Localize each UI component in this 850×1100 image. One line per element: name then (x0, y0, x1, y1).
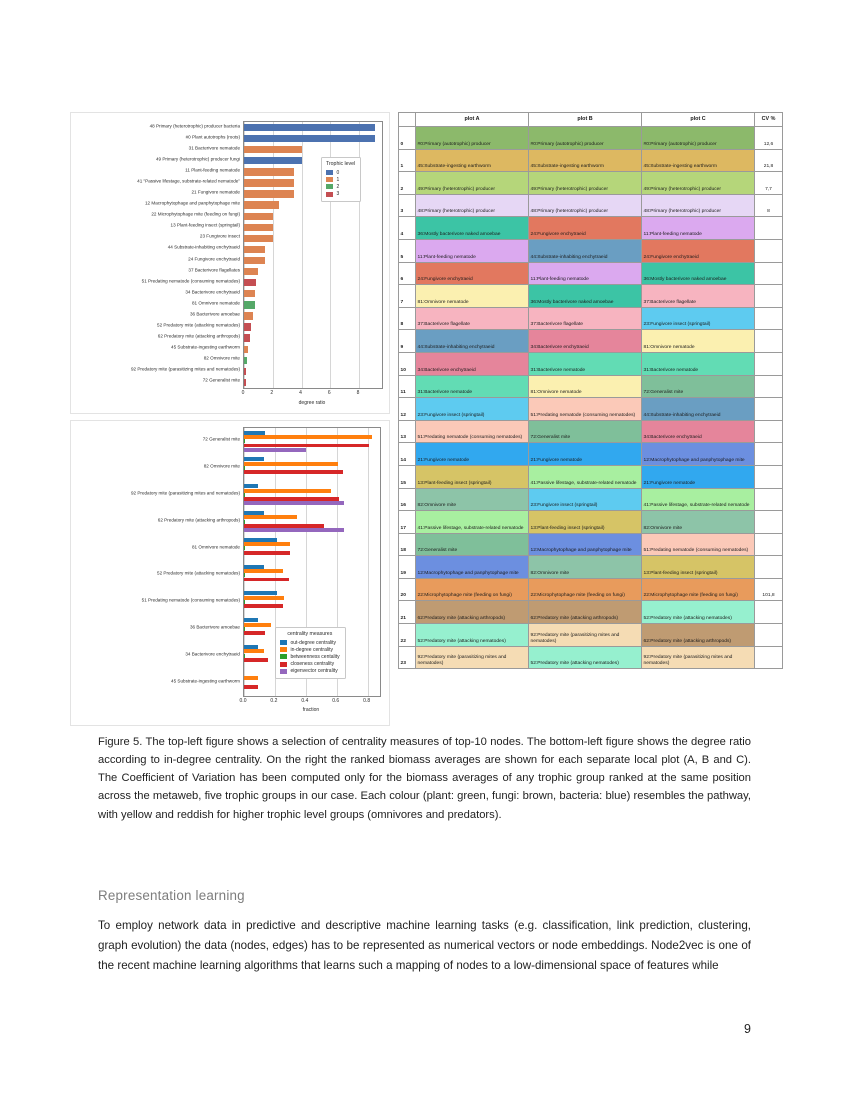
legend-swatch-icon (280, 647, 287, 652)
row-rank: 8 (399, 307, 416, 330)
bar (244, 578, 289, 582)
table-row (399, 601, 783, 624)
cell-plot-c: 31:Bacterivore nematode (642, 352, 755, 375)
y-category-label: 37 Bacterivore flagellates (188, 267, 240, 273)
cell-cv (755, 398, 783, 421)
y-category-label: 92 Predatory mite (parasitizing mites and nematodes) (130, 490, 240, 496)
cell-plot-b: 48:Primary (heterotrophic) producer (529, 194, 642, 217)
trophic-level-legend (321, 157, 361, 202)
legend-swatch-icon (280, 640, 287, 645)
centrality-measures-chart (70, 420, 390, 726)
cell-plot-c: 21:Fungivore nematode (642, 465, 755, 488)
col-header-plot-c: plot C (642, 113, 755, 127)
bar (244, 157, 302, 164)
x-axis-title: degree ratio (298, 400, 326, 406)
legend-title: Trophic level (325, 161, 356, 167)
table-row (399, 149, 783, 172)
table-row (399, 285, 783, 308)
table-row (399, 646, 783, 669)
bar (244, 301, 255, 308)
row-rank: 14 (399, 443, 416, 466)
table-row (399, 127, 783, 150)
cell-plot-b: 72:Generalist mite (529, 420, 642, 443)
bar (244, 213, 273, 220)
cell-plot-c: 82:Omnivore mite (642, 511, 755, 534)
y-category-label: 21 Fungivore nematode (191, 189, 240, 195)
x-tick-label: 0.2 (270, 698, 278, 704)
bar (244, 489, 331, 493)
table-row (399, 511, 783, 534)
cell-plot-b: 51:Predating nematode (consuming nematodes) (529, 398, 642, 421)
cell-cv (755, 330, 783, 353)
row-rank: 13 (399, 420, 416, 443)
table-row (399, 624, 783, 647)
table-row (399, 375, 783, 398)
cell-plot-c: 12:Macrophytophage and panphytophage mite (642, 443, 755, 466)
x-gridline (368, 428, 369, 696)
legend-swatch-icon (326, 170, 333, 175)
table-header-row (399, 113, 783, 127)
y-category-label: 92 Predatory mite (parasitizing mites and nematodes) (130, 367, 240, 373)
table-row (399, 352, 783, 375)
cell-cv: 12,6 (755, 127, 783, 150)
cell-plot-a: 11:Plant-feeding nematode (416, 239, 529, 262)
cell-cv (755, 352, 783, 375)
legend-label: 2 (336, 183, 340, 190)
y-category-label: 72 Generalist mite (202, 437, 240, 443)
cell-plot-a: 24:Fungivore enchytraeid (416, 262, 529, 285)
legend-label: closeness centrality (290, 661, 335, 668)
cell-plot-a: 72:Generalist mite (416, 533, 529, 556)
cell-plot-a: 41:Passive lifestage, substrate-related nematode (416, 511, 529, 534)
bar (244, 658, 268, 662)
degree-ratio-plot-area (243, 121, 383, 389)
bar (244, 551, 290, 555)
cell-cv (755, 239, 783, 262)
cell-cv (755, 465, 783, 488)
page-number: 9 (744, 1022, 751, 1036)
row-rank: 5 (399, 239, 416, 262)
y-category-label: 36 Bacterivore amoebae (189, 624, 240, 630)
cell-plot-c: 24:Fungivore enchytraeid (642, 239, 755, 262)
row-rank: 10 (399, 352, 416, 375)
row-rank: 17 (399, 511, 416, 534)
cell-plot-a: 21:Fungivore nematode (416, 443, 529, 466)
cell-plot-a: 51:Predating nematode (consuming nematodes) (416, 420, 529, 443)
legend-swatch-icon (280, 654, 287, 659)
cell-cv (755, 217, 783, 240)
cell-plot-b: 13:Plant-feeding insect (springtail) (529, 511, 642, 534)
row-rank: 16 (399, 488, 416, 511)
legend-item (326, 184, 355, 190)
legend-item (326, 177, 355, 183)
legend-label: 0 (336, 169, 340, 176)
cell-plot-c: 52:Predatory mite (attacking nematodes) (642, 601, 755, 624)
bar (244, 470, 343, 474)
row-rank: 3 (399, 194, 416, 217)
col-header-plot-a: plot A (416, 113, 529, 127)
cell-plot-b: 62:Predatory mite (attacking arthropods) (529, 601, 642, 624)
cell-plot-a: 12:Macrophytophage and panphytophage mite (416, 556, 529, 579)
y-category-label: #0 Plant autotrophs (roots) (185, 134, 240, 140)
cell-plot-c: 62:Predatory mite (attacking arthropods) (642, 624, 755, 647)
bar (244, 279, 256, 286)
legend-label: out-degree centrality (290, 639, 337, 646)
bar (244, 631, 265, 635)
table-row (399, 420, 783, 443)
table-row (399, 533, 783, 556)
y-category-label: 23 Fungivore insect (199, 234, 240, 240)
cell-plot-a: 31:Bacterivore nematode (416, 375, 529, 398)
row-rank: 21 (399, 601, 416, 624)
ranked-biomass-table (398, 112, 783, 669)
cell-plot-b: 24:Fungivore enchytraeid (529, 217, 642, 240)
table-row (399, 194, 783, 217)
y-category-label: 52 Predatory mite (attacking nematodes) (157, 322, 240, 328)
cell-plot-a: 23:Fungivore insect (springtail) (416, 398, 529, 421)
legend-title: centrality measures (287, 631, 333, 637)
cell-plot-c: 45:Substrate-ingesting earthworm (642, 149, 755, 172)
legend-swatch-icon (280, 662, 287, 667)
section-heading: Representation learning (98, 888, 245, 903)
row-rank: 15 (399, 465, 416, 488)
y-category-label: 22 Microphytophage mite (feeding on fungi) (151, 211, 240, 217)
cell-plot-a: #0:Primary (autotrophic) producer (416, 127, 529, 150)
row-rank: 7 (399, 285, 416, 308)
bar (244, 623, 271, 627)
bar (244, 334, 250, 341)
bar (244, 596, 284, 600)
cell-plot-b: 34:Bacterivore enchytraeid (529, 330, 642, 353)
body-paragraph: To employ network data in predictive and descriptive machine learning tasks (e.g. classification, link prediction, clustering, graph evolution) the data (nodes, edges) has to be represented as numerical vectors or node embeddings. Node2vec is one of the recent machine learning algorithms that learns such a mapping of nodes to a low-dimensional space of features while (98, 919, 751, 973)
row-rank: 12 (399, 398, 416, 421)
x-tick-label: 4 (299, 390, 302, 396)
y-category-label: 24 Fungivore enchytraeid (188, 256, 240, 262)
bar (244, 685, 258, 689)
table-row (399, 262, 783, 285)
x-axis-title: fraction (302, 707, 320, 713)
legend-swatch-icon (326, 184, 333, 189)
bar (244, 257, 265, 264)
cell-cv (755, 420, 783, 443)
cell-plot-a: 36:Mostly bacterivore naked amoebae (416, 217, 529, 240)
x-tick-label: 0 (241, 390, 245, 396)
cell-plot-a: 45:Substrate-ingesting earthworm (416, 149, 529, 172)
y-category-label: 45 Substrate-ingesting earthworm (171, 678, 240, 684)
legend-item (326, 170, 355, 176)
cell-plot-b: 81:Omnivore nematode (529, 375, 642, 398)
cell-cv: 8 (755, 194, 783, 217)
legend-swatch-icon (326, 192, 333, 197)
x-tick-label: 0.0 (239, 698, 247, 704)
y-category-label: 82 Omnivore mite (203, 463, 240, 469)
legend-item (280, 654, 340, 660)
cell-plot-a: 34:Bacterivore enchytraeid (416, 352, 529, 375)
bar (244, 515, 297, 519)
bar (244, 448, 306, 452)
bar (244, 542, 290, 546)
cell-plot-c: 22:Microphytophage mite (feeding on fungi) (642, 578, 755, 601)
y-category-label: 34 Bacterivore enchytraeid (185, 289, 240, 295)
cell-plot-c: 44:Substrate-inhabiting enchytraeid (642, 398, 755, 421)
bar (244, 379, 246, 386)
bar (244, 168, 294, 175)
cell-plot-c: 81:Omnivore nematode (642, 330, 755, 353)
cell-plot-c: 41:Passive lifestage, substrate-related nematode (642, 488, 755, 511)
cell-cv: 101,8 (755, 578, 783, 601)
bar (244, 649, 264, 653)
bar (244, 124, 375, 131)
legend-label: 1 (336, 176, 340, 183)
y-category-label: 48 Primary (heterotrophic) producer bacteria (149, 123, 240, 129)
x-tick-label: 0.6 (332, 698, 340, 704)
cell-plot-c: 23:Fungivore insect (springtail) (642, 307, 755, 330)
row-rank: 19 (399, 556, 416, 579)
bar (244, 357, 247, 364)
table-row (399, 239, 783, 262)
table-row (399, 556, 783, 579)
cell-cv: 7,7 (755, 172, 783, 195)
table-row (399, 488, 783, 511)
cell-plot-b: #0:Primary (autotrophic) producer (529, 127, 642, 150)
bar (244, 179, 294, 186)
cell-plot-a: 22:Microphytophage mite (feeding on fungi) (416, 578, 529, 601)
table-row (399, 443, 783, 466)
row-rank: 22 (399, 624, 416, 647)
cell-plot-b: 12:Macrophytophage and panphytophage mite (529, 533, 642, 556)
cell-plot-a: 48:Primary (heterotrophic) producer (416, 194, 529, 217)
figure-left-column (70, 112, 390, 724)
cell-cv (755, 646, 783, 669)
legend-item (280, 647, 340, 653)
ranked-biomass-table-wrapper (398, 112, 782, 669)
row-rank: 1 (399, 149, 416, 172)
y-category-label: 72 Generalist mite (202, 378, 240, 384)
x-tick-label: 2 (270, 390, 274, 396)
cell-plot-b: 82:Omnivore mite (529, 556, 642, 579)
y-category-label: 41 "Passive lifestage, substrate-related nematode" (137, 178, 240, 184)
bar (244, 224, 273, 231)
y-category-label: 34 Bacterivore enchytraeid (185, 651, 240, 657)
legend-swatch-icon (280, 669, 287, 674)
cell-cv (755, 511, 783, 534)
x-gridline (302, 122, 303, 388)
bar (244, 246, 265, 253)
legend-label: 3 (336, 191, 340, 198)
row-rank: 9 (399, 330, 416, 353)
legend-item (280, 640, 340, 646)
cell-plot-b: 23:Fungivore insect (springtail) (529, 488, 642, 511)
cell-plot-b: 11:Plant-feeding nematode (529, 262, 642, 285)
y-category-label: 51 Predating nematode (consuming nematodes) (141, 597, 240, 603)
legend-item (280, 668, 340, 674)
cell-cv: 21,8 (755, 149, 783, 172)
y-category-label: 81 Omnivore nematode (191, 544, 240, 550)
y-category-label: 82 Omnivore mite (203, 355, 240, 361)
row-rank: 0 (399, 127, 416, 150)
table-row (399, 465, 783, 488)
cell-plot-b: 52:Predatory mite (attacking nematodes) (529, 646, 642, 669)
table-row (399, 398, 783, 421)
figure-5 (70, 112, 782, 724)
y-category-label: 44 Substrate-inhabiting enchytraeid (167, 245, 240, 251)
bar (244, 146, 302, 153)
bar (244, 290, 255, 297)
cell-plot-b: 41:Passive lifestage, substrate-related nematode (529, 465, 642, 488)
row-rank: 2 (399, 172, 416, 195)
cell-plot-c: 13:Plant-feeding insect (springtail) (642, 556, 755, 579)
cell-plot-c: 37:Bacterivore flagellate (642, 285, 755, 308)
x-tick-label: 0.4 (301, 698, 309, 704)
cell-plot-b: 45:Substrate-ingesting earthworm (529, 149, 642, 172)
legend-label: betweenness centality (290, 653, 340, 660)
cell-plot-a: 92:Predatory mite (parasitizing mites and nematodes) (416, 646, 529, 669)
cell-plot-b: 92:Predatory mite (parasitizing mites and nematodes) (529, 624, 642, 647)
table-row (399, 330, 783, 353)
row-rank: 11 (399, 375, 416, 398)
row-rank: 6 (399, 262, 416, 285)
cell-plot-c: 48:Primary (heterotrophic) producer (642, 194, 755, 217)
cell-plot-c: 51:Predating nematode (consuming nematodes) (642, 533, 755, 556)
x-tick-label: 6 (327, 390, 331, 396)
row-rank: 4 (399, 217, 416, 240)
y-category-label: 31 Bacterivore nematode (188, 145, 240, 151)
bar (244, 368, 246, 375)
cell-cv (755, 375, 783, 398)
row-rank: 23 (399, 646, 416, 669)
cell-plot-a: 37:Bacterivore flagellate (416, 307, 529, 330)
row-rank: 18 (399, 533, 416, 556)
cell-plot-b: 44:Substrate-inhabiting enchytraeid (529, 239, 642, 262)
bar (244, 323, 251, 330)
bar (244, 190, 294, 197)
legend-label: in-degree centrality (290, 646, 333, 653)
y-category-label: 52 Predatory mite (attacking nematodes) (157, 571, 240, 577)
bar (244, 201, 279, 208)
cell-plot-c: 49:Primary (heterotrophic) producer (642, 172, 755, 195)
bar (244, 312, 253, 319)
bar (244, 569, 283, 573)
cell-cv (755, 624, 783, 647)
x-tick-label: 0.8 (363, 698, 371, 704)
cell-plot-b: 31:Bacterivore nematode (529, 352, 642, 375)
centrality-measures-legend (275, 627, 346, 679)
cell-plot-a: 52:Predatory mite (attacking nematodes) (416, 624, 529, 647)
bar (244, 435, 372, 439)
cell-plot-c: 92:Predatory mite (parasitizing mites and nematodes) (642, 646, 755, 669)
cell-cv (755, 556, 783, 579)
cell-plot-a: 62:Predatory mite (attacking arthropods) (416, 601, 529, 624)
col-header-plot-b: plot B (529, 113, 642, 127)
cell-plot-a: 44:Substrate-inhabiting enchytraeid (416, 330, 529, 353)
figure-caption: Figure 5. The top-left figure shows a selection of centrality measures of top-10 nodes. The bottom-left figure shows the degree ratio according to in-degree centrality. On the right the ranked biomass averages are shown for each separate local plot (A, B and C). The Coefficient of Variation has been computed only for the biomass averages of any trophic group ranked at the same position across the metaweb, five trophic groups in our case. Each colour (plant: green, fungi: brown, bacteria: blue) resembles the pathway, with yellow and reddish for higher trophic level groups (omnivores and predators). (98, 736, 751, 821)
cell-plot-a: 81:Omnivore nematode (416, 285, 529, 308)
bar (244, 135, 375, 142)
cell-plot-c: 36:Mostly bacterivore naked amoebae (642, 262, 755, 285)
cell-cv (755, 443, 783, 466)
cell-cv (755, 262, 783, 285)
bar (244, 501, 344, 505)
bar (244, 346, 248, 353)
cell-cv (755, 601, 783, 624)
cell-plot-b: 37:Bacterivore flagellate (529, 307, 642, 330)
cell-plot-c: #0:Primary (autotrophic) producer (642, 127, 755, 150)
col-header-rank (399, 113, 416, 127)
y-category-label: 62 Predatory mite (attacking arthropods) (157, 333, 240, 339)
bar (244, 528, 344, 532)
cell-plot-c: 11:Plant-feeding nematode (642, 217, 755, 240)
degree-ratio-chart (70, 112, 390, 414)
table-row (399, 217, 783, 240)
y-category-label: 36 Bacterivore amoebae (189, 311, 240, 317)
table-row (399, 578, 783, 601)
table-row (399, 307, 783, 330)
legend-item (280, 661, 340, 667)
cell-plot-a: 13:Plant-feeding insect (springtail) (416, 465, 529, 488)
table-row (399, 172, 783, 195)
y-category-label: 62 Predatory mite (attacking arthropods) (157, 517, 240, 523)
cell-plot-b: 36:Mostly bacterivore naked amoebae (529, 285, 642, 308)
legend-item (326, 191, 355, 197)
cell-plot-c: 72:Generalist mite (642, 375, 755, 398)
legend-label: eigenvector centrality (290, 668, 338, 675)
cell-plot-b: 49:Primary (heterotrophic) producer (529, 172, 642, 195)
legend-swatch-icon (326, 177, 333, 182)
x-tick-label: 8 (356, 390, 360, 396)
bar (244, 268, 258, 275)
y-category-label: 12 Macrophytophage and panphytophage mite (144, 200, 240, 206)
y-category-label: 11 Plant-feeding nematode (185, 167, 240, 173)
cell-plot-b: 21:Fungivore nematode (529, 443, 642, 466)
col-header-cv: CV % (755, 113, 783, 127)
y-category-label: 13 Plant-feeding insect (springtail) (170, 222, 240, 228)
bar (244, 462, 338, 466)
cell-cv (755, 307, 783, 330)
bar (244, 604, 283, 608)
y-category-label: 45 Substrate-ingesting earthworm (171, 344, 240, 350)
cell-cv (755, 488, 783, 511)
cell-plot-a: 49:Primary (heterotrophic) producer (416, 172, 529, 195)
y-category-label: 81 Omnivore nematode (191, 300, 240, 306)
cell-cv (755, 533, 783, 556)
cell-plot-b: 22:Microphytophage mite (feeding on fungi) (529, 578, 642, 601)
cell-plot-a: 82:Omnivore mite (416, 488, 529, 511)
row-rank: 20 (399, 578, 416, 601)
bar (244, 676, 258, 680)
y-category-label: 51 Predating nematode (consuming nematodes) (141, 278, 240, 284)
y-category-label: 49 Primary (heterotrophic) producer fungi (155, 156, 240, 162)
cell-plot-c: 34:Bacterivore enchytraeid (642, 420, 755, 443)
cell-cv (755, 285, 783, 308)
bar (244, 235, 273, 242)
